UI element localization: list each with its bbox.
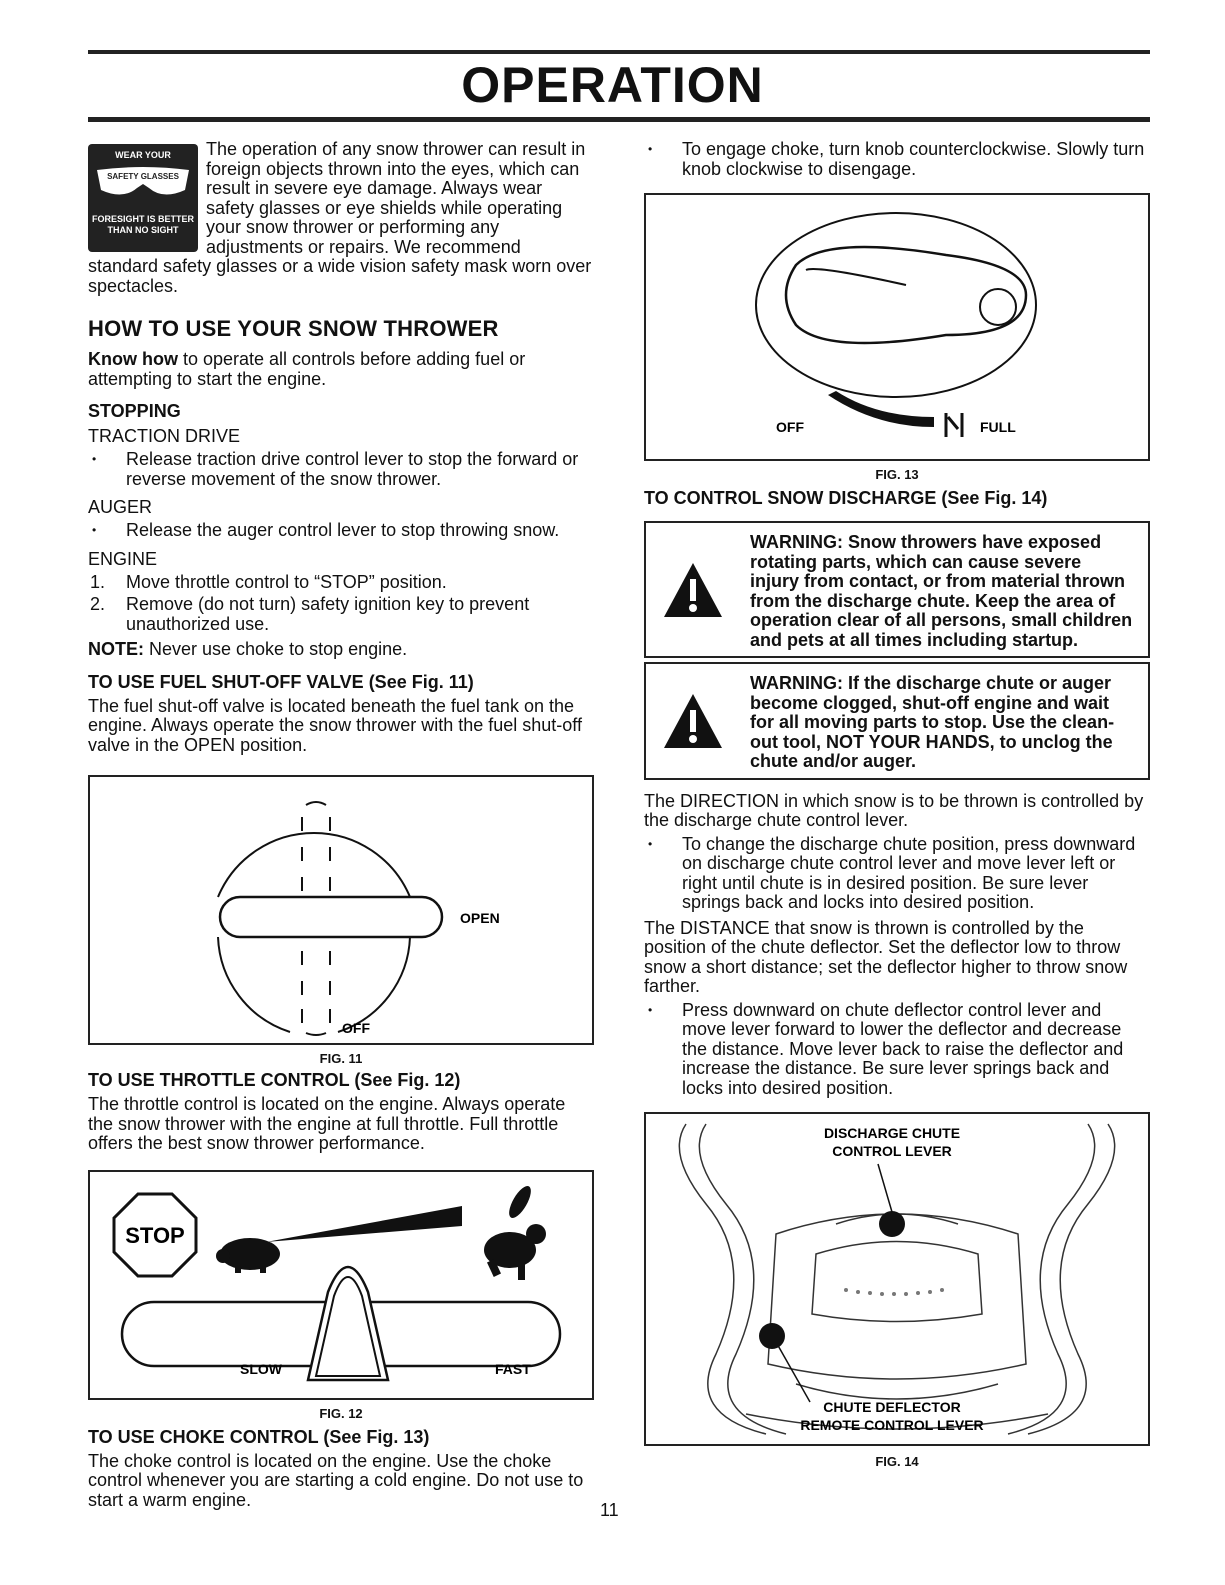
fig11-open-label: OPEN xyxy=(460,910,500,926)
fuel-valve-heading: TO USE FUEL SHUT-OFF VALVE (See Fig. 11) xyxy=(88,671,474,692)
warning-triangle-icon xyxy=(662,692,724,750)
fig-12-throttle xyxy=(88,1170,594,1400)
throttle-ramp-icon xyxy=(266,1206,462,1242)
turtle-icon xyxy=(216,1238,280,1273)
fuel-valve-diagram xyxy=(90,777,592,1043)
distance-text: The DISTANCE that snow is thrown is controlled by the position of the chute deflector. Set the deflector low to throw snow a short distance; set the deflector higher to throw snow farther. xyxy=(644,917,1128,996)
warning-box-1 xyxy=(644,521,1150,658)
auger-bullet-text: Release the auger control lever to stop throwing snow. xyxy=(126,520,560,540)
traction-bullet: • Release traction drive control lever to stop the forward or reverse movement of the snow thrower. xyxy=(92,449,579,489)
direction-bullet: • To change the discharge chute position, press downward on discharge chute control lever and move lever left or right until chute is in desired position. Be sure lever springs back and locks into desired position. xyxy=(648,833,1136,912)
safety-glasses-icon xyxy=(93,164,193,204)
stop-sign-label: STOP xyxy=(125,1222,185,1248)
title-rule xyxy=(88,117,1150,122)
auger-label: AUGER xyxy=(88,497,153,517)
deflector-lever-knob xyxy=(759,1323,785,1349)
page-title: OPERATION xyxy=(461,57,764,113)
traction-drive-label: TRACTION DRIVE xyxy=(88,426,241,446)
step-number: 2. xyxy=(90,594,106,614)
fast-label: FAST xyxy=(495,1360,531,1377)
slow-label: SLOW xyxy=(240,1360,282,1377)
engine-step-1 xyxy=(88,573,594,593)
choke-bullet: • To engage choke, turn knob counterclockwise. Slowly turn knob clockwise to disengage. xyxy=(648,139,1145,179)
fig-14-discharge xyxy=(644,1112,1150,1446)
safety-intro-text: The operation of any snow thrower can result in foreign objects thrown into the eyes, which can result in severe eye damage. Always wear safety glasses or eye shields while operating your snow thrower or performing any adjustments or repairs. We recommend standard safety glasses or a wide vision safety mask worn over spectacles. xyxy=(88,139,592,296)
engine-step-1-text: Move throttle control to “STOP” position. xyxy=(126,571,447,592)
direction-bullet-text: To change the discharge chute position, press downward on discharge chute control lever and move lever left or right until chute is in desired position. Be sure lever springs back and locks into desired position. xyxy=(682,833,1136,912)
fig13-full-label: FULL xyxy=(980,419,1016,435)
distance-bullet: • Press downward on chute deflector control lever and move lever forward to lower the deflector and decrease the distance. Move lever back to raise the deflector and increase the distance. Be sure lever springs back and locks into desired position. xyxy=(648,999,1124,1098)
distance-bullet-text: Press downward on chute deflector control lever and move lever forward to lower the deflector and decrease the distance. Move lever back to raise the deflector and increase the distance. Be sure lever springs back and locks into desired position. xyxy=(682,999,1124,1098)
badge-line-4: THAN NO SIGHT xyxy=(107,225,179,235)
left-column xyxy=(88,140,594,1510)
top-rule xyxy=(88,50,1150,54)
warning-1-text: WARNING: Snow throwers have exposed rotating parts, which can cause severe injury from contact, or from material thrown from the discharge chute. Keep the area of operation clear of all persons, small children and pets at all times including startup. xyxy=(750,532,1133,650)
warning-2-text: WARNING: If the discharge chute or auger become clogged, shut-off engine and wait for all moving parts to stop. Use the clean-out tool, NOT YOUR HANDS, to unclog the chute and/or auger. xyxy=(750,673,1115,771)
how-to-heading: HOW TO USE YOUR SNOW THROWER xyxy=(88,316,499,341)
note-paragraph xyxy=(88,640,594,660)
note-bold: NOTE: xyxy=(88,639,144,659)
warning-box-2 xyxy=(644,662,1150,780)
direction-text: The DIRECTION in which snow is to be thrown is controlled by the discharge chute control lever. xyxy=(644,790,1144,830)
discharge-heading: TO CONTROL SNOW DISCHARGE (See Fig. 14) xyxy=(644,488,1048,508)
chute-deflector-label-2: REMOTE CONTROL LEVER xyxy=(800,1417,984,1433)
fig-13-caption: FIG. 13 xyxy=(875,467,919,482)
fig-11-caption: FIG. 11 xyxy=(319,1051,363,1066)
engine-step-2 xyxy=(88,595,594,634)
fig-14-caption: FIG. 14 xyxy=(875,1454,919,1469)
page-number: 11 xyxy=(600,1500,619,1520)
fuel-valve-text: The fuel shut-off valve is located beneath the fuel tank on the engine. Always operate the snow thrower with the fuel shut-off valve in the OPEN position. xyxy=(88,695,582,755)
badge-line-2: SAFETY GLASSES xyxy=(107,172,179,181)
safety-glasses-badge xyxy=(88,144,198,252)
throttle-diagram xyxy=(90,1172,592,1398)
fig-13-choke xyxy=(644,193,1150,461)
throttle-text: The throttle control is located on the engine. Always operate the snow thrower with the engine at full throttle. Full throttle offers the best snow thrower performance. xyxy=(88,1094,566,1153)
know-how-paragraph xyxy=(88,350,594,389)
fig-11-fuel-valve xyxy=(88,775,594,1045)
step-number: 1. xyxy=(90,571,106,592)
badge-line-3: FORESIGHT IS BETTER xyxy=(91,214,194,224)
choke-symbol-icon xyxy=(946,413,962,437)
fig-12-caption: FIG. 12 xyxy=(319,1405,363,1421)
discharge-chute-label-1: DISCHARGE CHUTE xyxy=(823,1125,961,1141)
engine-step-2-text: Remove (do not turn) safety ignition key to prevent unauthorized use. xyxy=(126,594,530,634)
know-how-rest: to operate all controls before adding fuel or attempting to start the engine. xyxy=(88,349,526,389)
warning-triangle-icon xyxy=(662,561,724,619)
rabbit-icon xyxy=(484,1182,546,1279)
note-rest: Never use choke to stop engine. xyxy=(144,639,408,659)
choke-heading: TO USE CHOKE CONTROL (See Fig. 13) xyxy=(88,1426,430,1447)
stopping-heading: STOPPING xyxy=(88,401,181,421)
throttle-heading: TO USE THROTTLE CONTROL (See Fig. 12) xyxy=(88,1070,461,1090)
discharge-chute-label-2: CONTROL LEVER xyxy=(832,1143,952,1159)
right-column xyxy=(644,140,1150,1479)
discharge-diagram xyxy=(646,1114,1148,1444)
fig13-off-label: OFF xyxy=(776,419,804,435)
choke-knob-diagram xyxy=(646,195,1148,459)
badge-line-1: WEAR YOUR xyxy=(115,150,171,160)
choke-bullet-text: To engage choke, turn knob counterclockwise. Slowly turn knob clockwise to disengage. xyxy=(682,139,1145,179)
engine-label: ENGINE xyxy=(88,548,158,569)
discharge-lever-knob xyxy=(879,1211,905,1237)
fig11-off-label: OFF xyxy=(342,1020,370,1036)
know-how-bold: Know how xyxy=(88,349,178,369)
auger-bullet: • Release the auger control lever to stop throwing snow. xyxy=(92,520,560,540)
choke-text: The choke control is located on the engine. Use the choke control whenever you are starting a cold engine. Do not use to start a warm engine. xyxy=(88,1450,584,1510)
traction-bullet-text: Release traction drive control lever to stop the forward or reverse movement of the snow thrower. xyxy=(126,449,579,489)
chute-deflector-label-1: CHUTE DEFLECTOR xyxy=(823,1399,961,1415)
